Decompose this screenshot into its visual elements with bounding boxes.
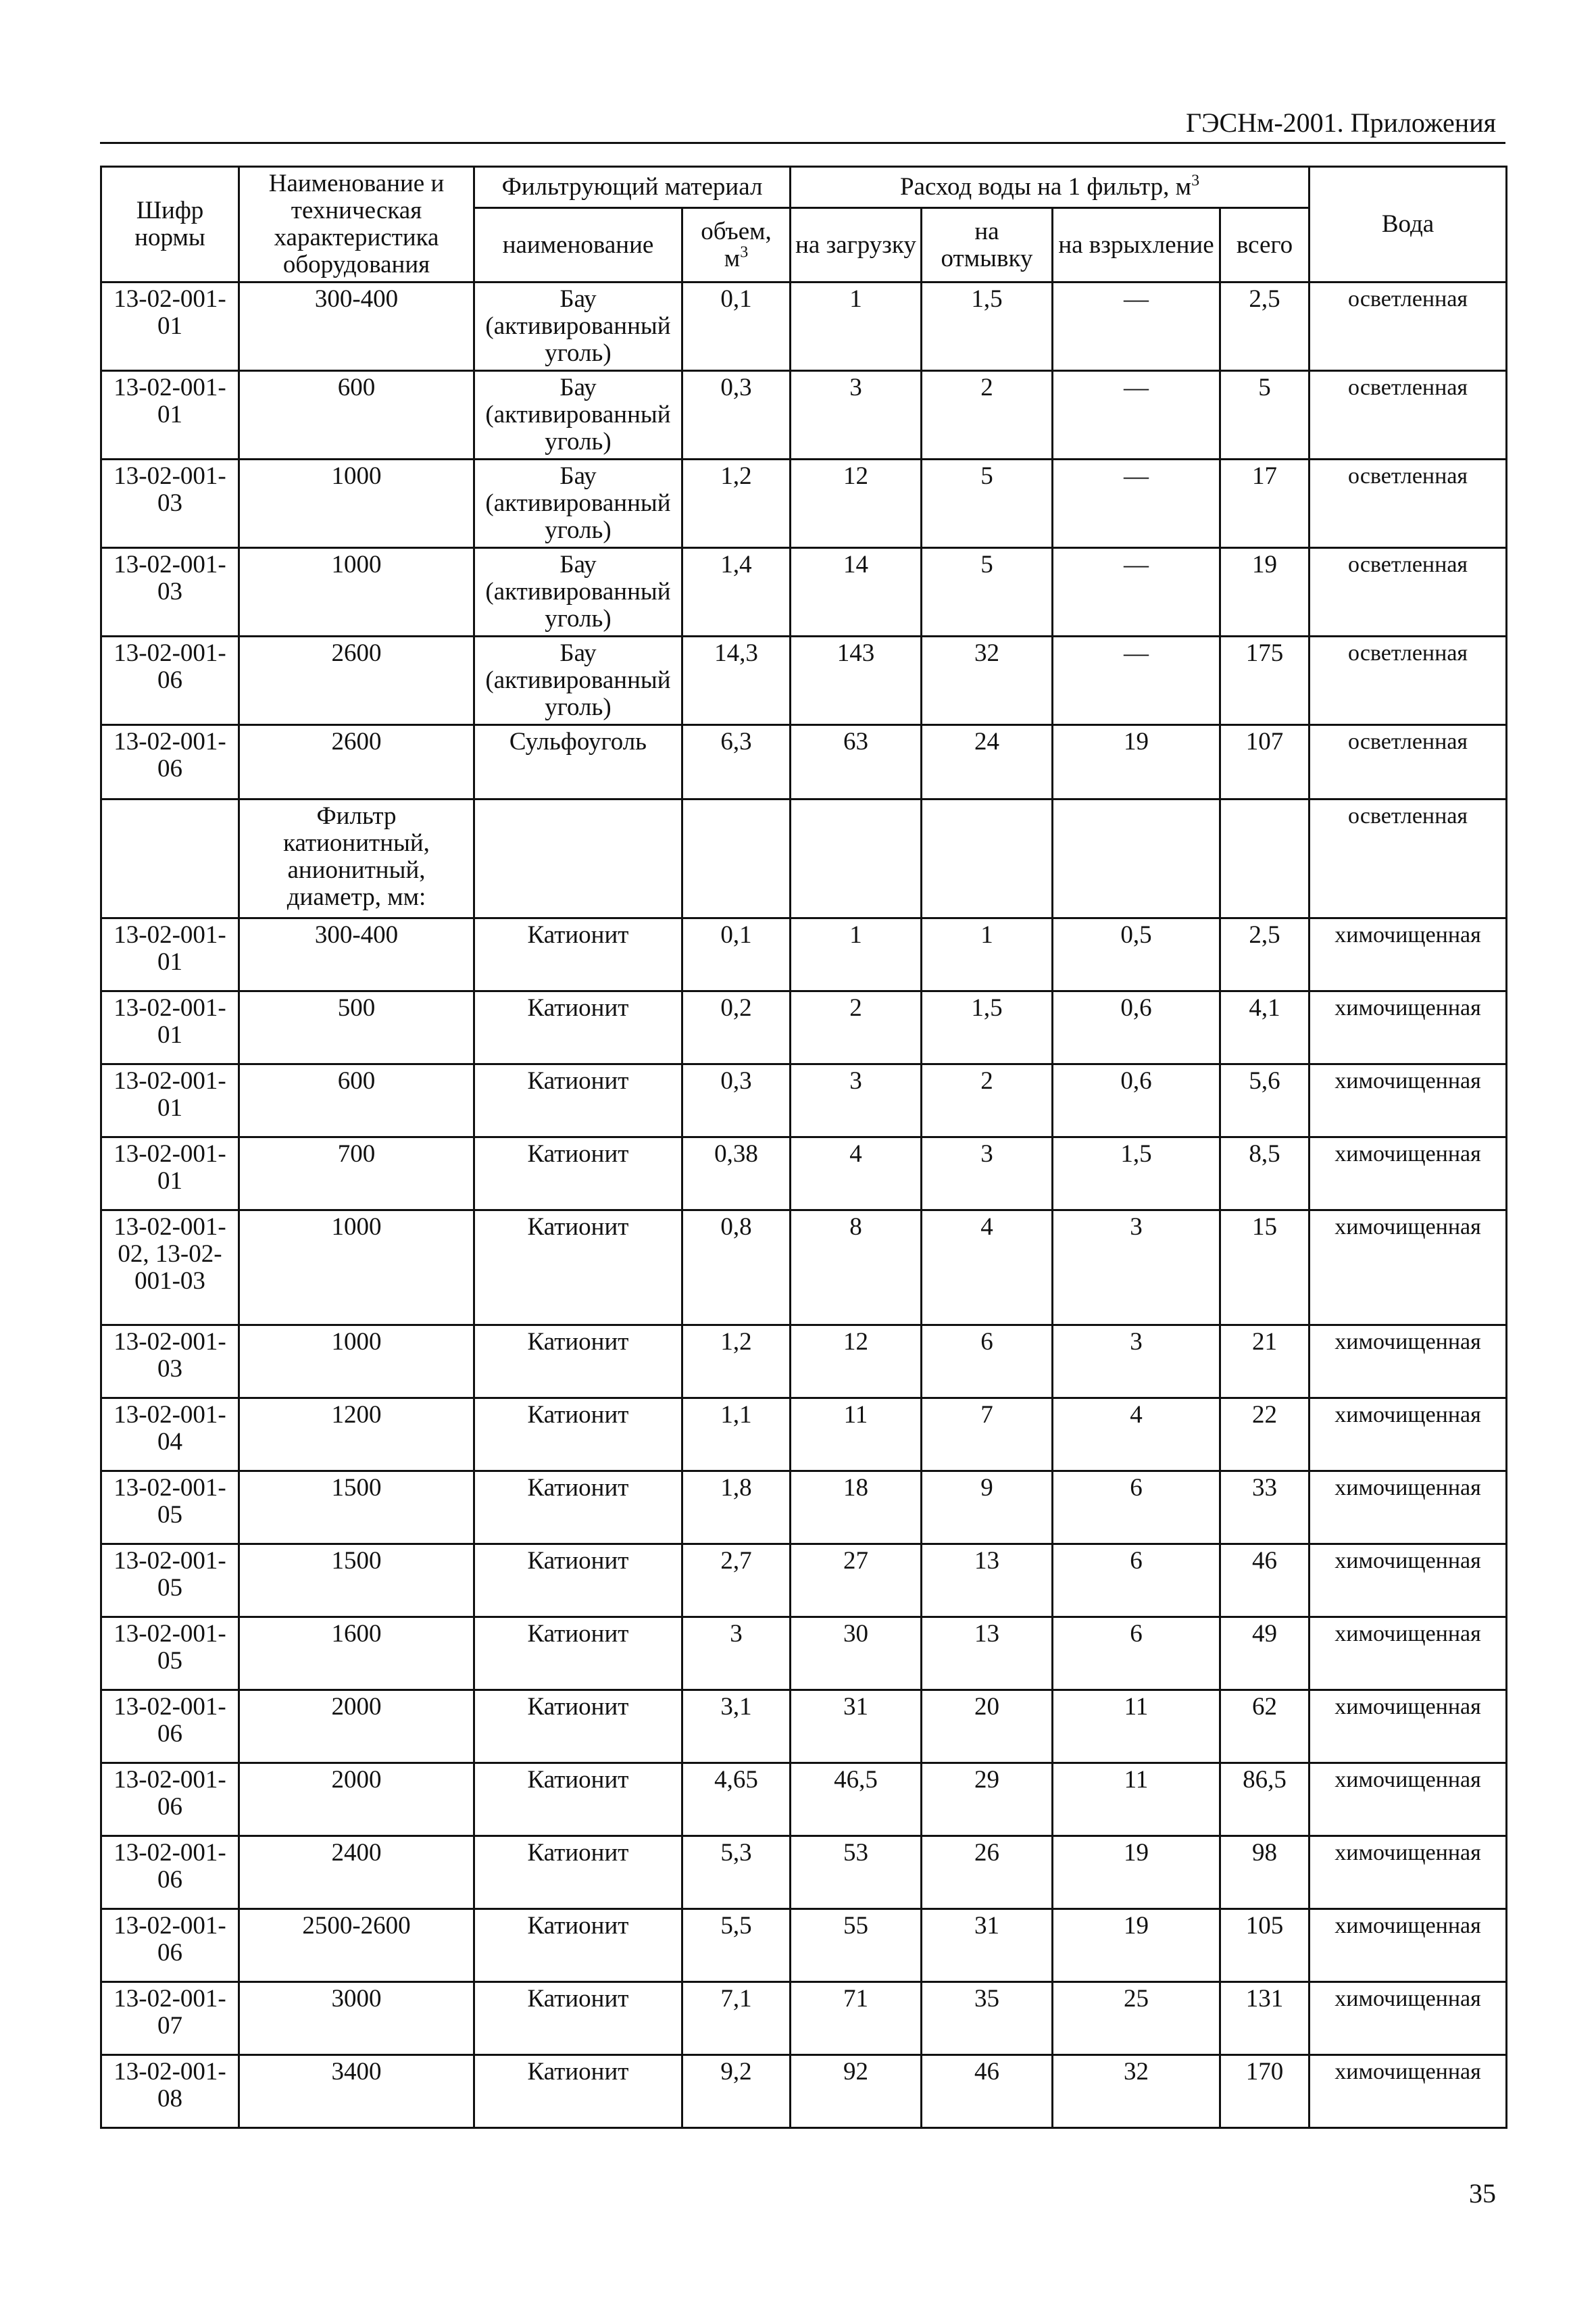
cell-water: химочищенная [1310,1763,1507,1836]
cell-wash: 9 [922,1471,1053,1544]
cell-water: осветленная [1310,548,1507,637]
cell-water: химочищенная [1310,1544,1507,1617]
cell-material: Катионит [474,918,682,991]
table-row [101,2055,1507,2128]
cell-name: 2400 [239,1836,474,1909]
cell-load: 18 [791,1471,922,1544]
cell-total: 175 [1220,637,1310,725]
header-wash: на отмывку [922,208,1053,282]
cell-load: 4 [791,1137,922,1210]
cell-loosen: — [1053,460,1220,548]
cell-wash: 5 [922,460,1053,548]
cell-water: химочищенная [1310,1909,1507,1982]
cell-load: 14 [791,548,922,637]
cell-name: 600 [239,371,474,460]
cell-name: 3400 [239,2055,474,2128]
cell-loosen: 19 [1053,725,1220,799]
cell-wash: 6 [922,1325,1053,1398]
cell-total: 46 [1220,1544,1310,1617]
cell-volume: 0,1 [682,282,791,371]
cell-name: 1500 [239,1544,474,1617]
cell-water: осветленная [1310,799,1507,918]
cell-loosen: 25 [1053,1982,1220,2055]
cell-total: 86,5 [1220,1763,1310,1836]
cell-volume: 5,5 [682,1909,791,1982]
cell-material: Катионит [474,1836,682,1909]
cell-wash: 26 [922,1836,1053,1909]
cell-total: 5 [1220,371,1310,460]
cell-total: 15 [1220,1210,1310,1325]
cell-loosen [1053,799,1220,918]
cell-material: Катионит [474,1617,682,1690]
cell-water: химочищенная [1310,991,1507,1064]
cell-water: химочищенная [1310,2055,1507,2128]
cell-wash: 13 [922,1617,1053,1690]
cell-loosen: 11 [1053,1763,1220,1836]
cell-code: 13-02-001-03 [101,460,239,548]
cell-total: 131 [1220,1982,1310,2055]
cell-loosen: — [1053,548,1220,637]
table-row [101,725,1507,799]
cell-wash: 46 [922,2055,1053,2128]
cell-wash: 3 [922,1137,1053,1210]
header-divider [100,142,1505,144]
table-row [101,918,1507,991]
cell-wash: 7 [922,1398,1053,1471]
cell-volume: 1,8 [682,1471,791,1544]
cell-loosen: 0,6 [1053,1064,1220,1137]
cell-wash: 5 [922,548,1053,637]
cell-material: Катионит [474,1909,682,1982]
table-row [101,1982,1507,2055]
cell-name: 1000 [239,460,474,548]
cell-loosen: 3 [1053,1325,1220,1398]
cell-load: 143 [791,637,922,725]
cell-volume: 0,2 [682,991,791,1064]
table-row [101,1544,1507,1617]
cell-volume: 14,3 [682,637,791,725]
cell-material: Бау (активированный уголь) [474,371,682,460]
cell-volume: 0,8 [682,1210,791,1325]
cell-load: 1 [791,918,922,991]
cell-material: Катионит [474,991,682,1064]
cell-total: 107 [1220,725,1310,799]
cell-name: 300-400 [239,282,474,371]
cell-loosen: 19 [1053,1836,1220,1909]
cell-total: 170 [1220,2055,1310,2128]
cell-code: 13-02-001-03 [101,548,239,637]
cell-load: 46,5 [791,1763,922,1836]
header-material-name: наименование [474,208,682,282]
cell-loosen: 32 [1053,2055,1220,2128]
cell-loosen: 6 [1053,1544,1220,1617]
cell-water: химочищенная [1310,1617,1507,1690]
cell-code: 13-02-001-05 [101,1544,239,1617]
cell-volume: 9,2 [682,2055,791,2128]
cell-wash: 2 [922,371,1053,460]
cell-code: 13-02-001-03 [101,1325,239,1398]
cell-name: 2000 [239,1763,474,1836]
cell-name: 300-400 [239,918,474,991]
header-load: на загрузку [791,208,922,282]
cell-water: химочищенная [1310,1210,1507,1325]
cell-material: Катионит [474,1210,682,1325]
cell-wash: 1,5 [922,991,1053,1064]
cell-wash: 24 [922,725,1053,799]
cell-wash: 13 [922,1544,1053,1617]
cell-material: Катионит [474,2055,682,2128]
cell-wash: 32 [922,637,1053,725]
cell-name: 1000 [239,1210,474,1325]
cell-material: Катионит [474,1690,682,1763]
cell-wash: 4 [922,1210,1053,1325]
table-header-row-1 [101,167,1507,208]
cell-wash: 35 [922,1982,1053,2055]
cell-code: 13-02-001-01 [101,991,239,1064]
cell-material: Катионит [474,1137,682,1210]
cell-load: 11 [791,1398,922,1471]
table-row [101,1763,1507,1836]
cell-code: 13-02-001-06 [101,1909,239,1982]
cell-load: 71 [791,1982,922,2055]
cell-water: химочищенная [1310,918,1507,991]
cell-volume: 6,3 [682,725,791,799]
cell-load: 63 [791,725,922,799]
cell-name: 1000 [239,1325,474,1398]
cell-loosen: 0,5 [1053,918,1220,991]
cell-loosen: — [1053,637,1220,725]
table-row [101,460,1507,548]
table-row [101,1064,1507,1137]
header-filter-material: Фильтрующий материал [474,167,791,208]
cell-volume: 0,3 [682,371,791,460]
table-row [101,1909,1507,1982]
cell-name: 1600 [239,1617,474,1690]
cell-volume: 0,3 [682,1064,791,1137]
cell-volume: 1,4 [682,548,791,637]
cell-loosen: 1,5 [1053,1137,1220,1210]
cell-loosen: 6 [1053,1471,1220,1544]
cell-total: 105 [1220,1909,1310,1982]
cell-total: 22 [1220,1398,1310,1471]
cell-code: 13-02-001-05 [101,1617,239,1690]
cell-material: Катионит [474,1398,682,1471]
cell-wash: 31 [922,1909,1053,1982]
cell-volume: 2,7 [682,1544,791,1617]
cell-material: Катионит [474,1064,682,1137]
cell-volume: 0,1 [682,918,791,991]
cell-wash [922,799,1053,918]
cell-name: 500 [239,991,474,1064]
cell-water: осветленная [1310,371,1507,460]
cell-water: осветленная [1310,282,1507,371]
header-shifr: Шифр нормы [101,167,239,282]
cell-loosen: — [1053,282,1220,371]
cell-material: Катионит [474,1982,682,2055]
cell-material: Катионит [474,1471,682,1544]
cell-load: 8 [791,1210,922,1325]
header-loosen: на взрыхление [1053,208,1220,282]
cell-volume: 3 [682,1617,791,1690]
cell-code: 13-02-001-06 [101,1763,239,1836]
cell-name: 700 [239,1137,474,1210]
cell-volume: 1,2 [682,460,791,548]
cell-total: 8,5 [1220,1137,1310,1210]
cell-name: 2600 [239,725,474,799]
cell-material: Бау (активированный уголь) [474,637,682,725]
page-header-title: ГЭСНм-2001. Приложения [1185,107,1496,138]
cell-name: 1000 [239,548,474,637]
cell-volume: 1,1 [682,1398,791,1471]
cell-wash: 2 [922,1064,1053,1137]
cell-name: 2000 [239,1690,474,1763]
cell-code: 13-02-001-07 [101,1982,239,2055]
cell-name: 3000 [239,1982,474,2055]
cell-water: химочищенная [1310,1064,1507,1137]
cell-load: 3 [791,371,922,460]
cell-load: 92 [791,2055,922,2128]
cell-material: Катионит [474,1325,682,1398]
cell-name: Фильтр катионитный, анионитный, диаметр, мм: [239,799,474,918]
cell-code: 13-02-001-06 [101,1690,239,1763]
header-voda: Вода [1310,167,1507,282]
cell-material: Катионит [474,1763,682,1836]
cell-total: 4,1 [1220,991,1310,1064]
header-water-use: Расход воды на 1 фильтр, $м^3$ [791,167,1310,208]
cell-total: 98 [1220,1836,1310,1909]
cell-volume: 1,2 [682,1325,791,1398]
table-row [101,1137,1507,1210]
cell-material [474,799,682,918]
cell-total: 49 [1220,1617,1310,1690]
cell-wash: 1,5 [922,282,1053,371]
cell-volume: 0,38 [682,1137,791,1210]
cell-water: осветленная [1310,725,1507,799]
cell-code: 13-02-001-01 [101,282,239,371]
cell-loosen: 6 [1053,1617,1220,1690]
cell-load: 30 [791,1617,922,1690]
water-consumption-table [100,166,1507,2129]
table-row [101,282,1507,371]
cell-total: 5,6 [1220,1064,1310,1137]
cell-wash: 20 [922,1690,1053,1763]
cell-name: 1500 [239,1471,474,1544]
cell-loosen: 19 [1053,1909,1220,1982]
cell-code: 13-02-001-04 [101,1398,239,1471]
cell-code [101,799,239,918]
cell-total: 33 [1220,1471,1310,1544]
cell-wash: 1 [922,918,1053,991]
cell-total: 2,5 [1220,918,1310,991]
cell-material: Бау (активированный уголь) [474,282,682,371]
cell-load: 1 [791,282,922,371]
cell-total: 17 [1220,460,1310,548]
cell-code: 13-02-001-02, 13-02-001-03 [101,1210,239,1325]
cell-material: Сульфоуголь [474,725,682,799]
cell-water: химочищенная [1310,1137,1507,1210]
cell-total: 2,5 [1220,282,1310,371]
cell-code: 13-02-001-01 [101,1137,239,1210]
cell-volume: 3,1 [682,1690,791,1763]
cell-code: 13-02-001-06 [101,725,239,799]
cell-load: 12 [791,460,922,548]
cell-total: 19 [1220,548,1310,637]
cell-loosen: 11 [1053,1690,1220,1763]
table-row [101,1690,1507,1763]
cell-load: 31 [791,1690,922,1763]
cell-volume: 5,3 [682,1836,791,1909]
cell-code: 13-02-001-01 [101,1064,239,1137]
cell-water: химочищенная [1310,1398,1507,1471]
table-row [101,1836,1507,1909]
cell-loosen: — [1053,371,1220,460]
cell-code: 13-02-001-06 [101,1836,239,1909]
cell-water: химочищенная [1310,1471,1507,1544]
cell-material: Бау (активированный уголь) [474,460,682,548]
cell-total: 21 [1220,1325,1310,1398]
cell-load: 3 [791,1064,922,1137]
table-row [101,371,1507,460]
cell-name: 2600 [239,637,474,725]
cell-code: 13-02-001-01 [101,371,239,460]
cell-loosen: 0,6 [1053,991,1220,1064]
cell-total: 62 [1220,1690,1310,1763]
cell-load: 2 [791,991,922,1064]
cell-water: химочищенная [1310,1836,1507,1909]
cell-water: химочищенная [1310,1982,1507,2055]
header-name: Наименование и техническая характеристика оборудования [239,167,474,282]
table-row [101,1398,1507,1471]
cell-total [1220,799,1310,918]
cell-water: осветленная [1310,460,1507,548]
table-row [101,1325,1507,1398]
table-row [101,1210,1507,1325]
cell-volume: 7,1 [682,1982,791,2055]
cell-load [791,799,922,918]
table-row [101,1617,1507,1690]
cell-wash: 29 [922,1763,1053,1836]
cell-volume [682,799,791,918]
cell-loosen: 3 [1053,1210,1220,1325]
table-row [101,799,1507,918]
cell-load: 55 [791,1909,922,1982]
cell-water: химочищенная [1310,1325,1507,1398]
header-volume: объем, $м^3$ [682,208,791,282]
cell-loosen: 4 [1053,1398,1220,1471]
cell-code: 13-02-001-01 [101,918,239,991]
cell-code: 13-02-001-08 [101,2055,239,2128]
cell-water: осветленная [1310,637,1507,725]
cell-material: Катионит [474,1544,682,1617]
cell-volume: 4,65 [682,1763,791,1836]
cell-water: химочищенная [1310,1690,1507,1763]
cell-code: 13-02-001-06 [101,637,239,725]
page-number: 35 [1469,2178,1496,2209]
cell-code: 13-02-001-05 [101,1471,239,1544]
table-row [101,637,1507,725]
cell-material: Бау (активированный уголь) [474,548,682,637]
header-total: всего [1220,208,1310,282]
cell-name: 600 [239,1064,474,1137]
table-row [101,1471,1507,1544]
cell-load: 12 [791,1325,922,1398]
cell-name: 1200 [239,1398,474,1471]
table-row [101,548,1507,637]
cell-load: 27 [791,1544,922,1617]
cell-name: 2500-2600 [239,1909,474,1982]
table-body [101,282,1507,2128]
cell-load: 53 [791,1836,922,1909]
table-row [101,991,1507,1064]
